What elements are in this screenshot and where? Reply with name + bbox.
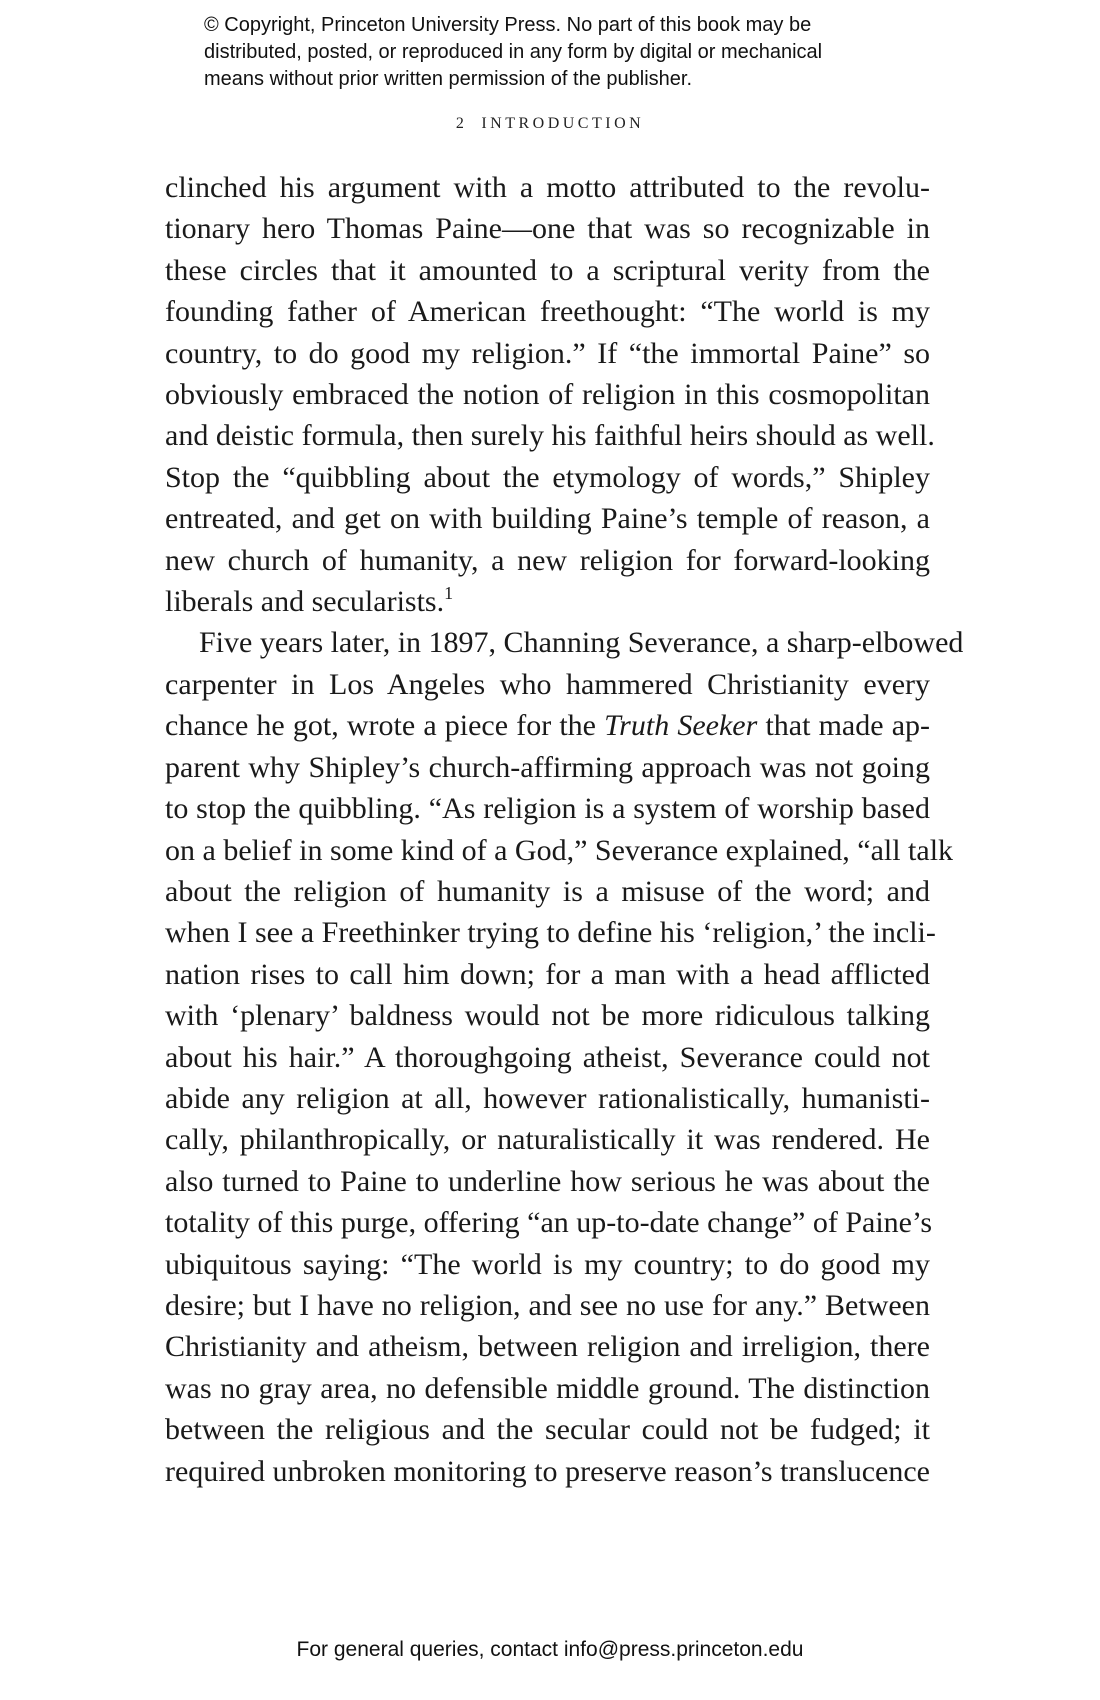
text-segment: chance he got, wrote a piece for the [165,709,605,743]
text-line: between the religious and the secular could not be fudged; it [165,1413,930,1447]
page-number: 2 [455,115,468,132]
text-line: founding father of American freethought: “The world is my [165,295,930,329]
copyright-line: means without prior written permission of the publisher. [204,68,693,90]
text-line: tionary hero Thomas Paine—one that was so recognizable in [165,212,930,246]
footnote-ref[interactable]: 1 [444,583,454,604]
text-line [165,705,930,746]
text-line: to stop the quibbling. “As religion is a system of worship based [165,792,930,826]
copyright-line: © Copyright, Princeton University Press. No part of this book may be [204,14,812,36]
footer-contact: For general queries, contact info@press.princeton.edu [296,1638,804,1661]
text-line: country, to do good my religion.” If “the immortal Paine” so [165,336,930,370]
text-line: about the religion of humanity is a misuse of the word; and [165,874,930,908]
text-line: Five years later, in 1897, Channing Severance, a sharp-elbowed [199,626,964,660]
text-line: ubiquitous saying: “The world is my country; to do good my [165,1247,930,1281]
copyright-line: distributed, posted, or reproduced in any form by digital or mechanical [204,41,823,63]
body-text [165,167,964,1492]
text-line: abide any religion at all, however rationalistically, humanisti- [165,1081,930,1115]
text-line: carpenter in Los Angeles who hammered Christianity every [165,667,930,701]
text-line: new church of humanity, a new religion for forward-looking [165,543,930,577]
text-line: Stop the “quibbling about the etymology of words,” Shipley [165,460,930,494]
text-line: Christianity and atheism, between religion and irreligion, there [165,1330,930,1364]
text-line: these circles that it amounted to a scriptural verity from the [165,253,930,287]
text-segment: that made ap- [757,709,931,743]
text-segment: liberals and secularists. [165,585,445,619]
text-line: desire; but I have no religion, and see no use for any.” Between [165,1288,930,1322]
text-line: when I see a Freethinker trying to define his ‘religion,’ the incli- [165,916,936,950]
text-line [165,581,930,622]
text-line: was no gray area, no defensible middle ground. The distinction [165,1371,930,1405]
text-line: with ‘plenary’ baldness would not be more ridiculous talking [165,999,930,1033]
publication-title: Truth Seeker [604,709,758,743]
text-line: also turned to Paine to underline how serious he was about the [165,1164,930,1198]
text-line: clinched his argument with a motto attributed to the revolu- [165,171,930,204]
running-head [0,115,1100,133]
text-line: cally, philanthropically, or naturalistically it was rendered. He [165,1123,930,1157]
text-line: totality of this purge, offering “an up-to-date change” of Paine’s [165,1206,932,1240]
text-line: about his hair.” A thoroughgoing atheist, Severance could not [165,1040,930,1074]
text-line: nation rises to call him down; for a man with a head afflicted [165,957,930,991]
text-line: entreated, and get on with building Paine’s temple of reason, a [165,502,930,536]
text-line: parent why Shipley’s church-affirming approach was not going [165,750,930,784]
copyright-notice [204,12,964,93]
text-line: and deistic formula, then surely his faithful heirs should as well. [165,419,935,453]
text-line: obviously embraced the notion of religion in this cosmopolitan [165,378,930,412]
text-line: required unbroken monitoring to preserve reason’s translucence [165,1454,930,1488]
text-line: on a belief in some kind of a God,” Severance explained, “all talk [165,833,954,867]
section-title: INTRODUCTION [481,115,645,132]
